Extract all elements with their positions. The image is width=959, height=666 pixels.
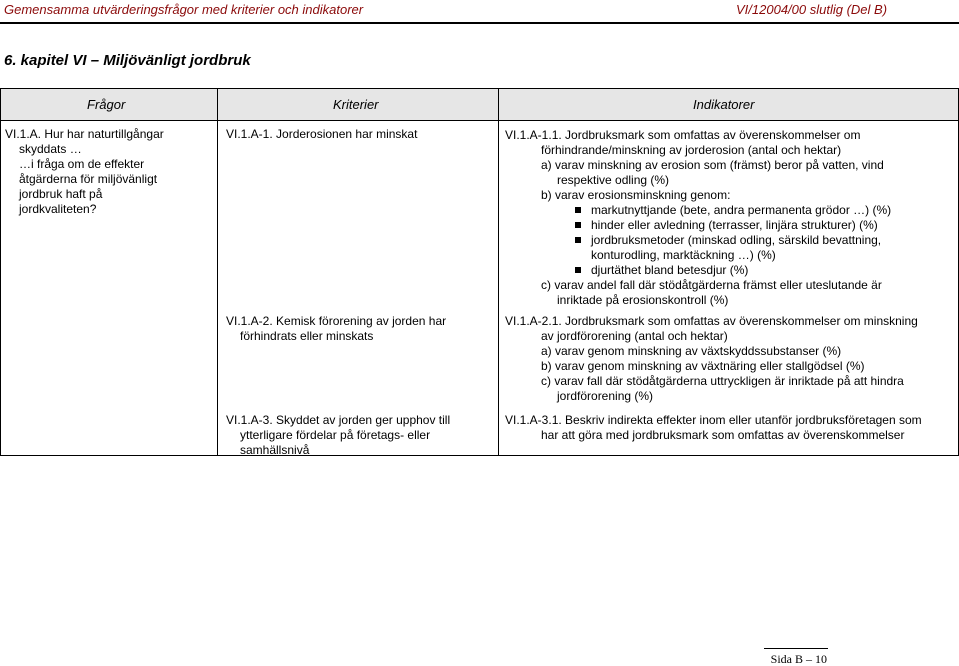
header-rule xyxy=(0,22,959,24)
indicator-line: b) varav genom minskning av växtnäring eller stallgödsel (%) xyxy=(541,359,865,373)
bullet-text: djurtäthet bland betesdjur (%) xyxy=(591,263,749,277)
column-divider xyxy=(217,89,218,455)
criterion-line: VI.1.A-1. Jorderosionen har minskat xyxy=(226,127,418,141)
question-line: jordkvaliteten? xyxy=(19,202,97,216)
list-item xyxy=(505,203,891,218)
criterion-line: samhällsnivå xyxy=(240,443,310,457)
indicator-line: VI.1.A-2.1. Jordbruksmark som omfattas av överenskommelser om minskning xyxy=(505,314,918,328)
question-line: åtgärderna för miljövänligt xyxy=(19,172,158,186)
indicator-line: c) varav andel fall där stödåtgärderna främst eller uteslutande är xyxy=(541,278,882,292)
question-line: VI.1.A. Hur har naturtillgångar xyxy=(5,127,164,141)
square-bullet-icon xyxy=(575,267,581,273)
indicator-3 xyxy=(505,413,922,443)
question-cell xyxy=(5,127,164,217)
indicator-1 xyxy=(505,128,891,308)
bullet-text: hinder eller avledning (terrasser, linjära strukturer) (%) xyxy=(591,218,878,232)
column-divider xyxy=(498,89,499,455)
indicator-line: förhindrande/minskning av jorderosion (antal och hektar) xyxy=(541,143,842,157)
document-header-left: Gemensamma utvärderingsfrågor med kriterier och indikatorer xyxy=(4,2,364,17)
criterion-2 xyxy=(226,314,446,344)
indicator-line: VI.1.A-3.1. Beskriv indirekta effekter inom eller utanför jordbruksföretagen som xyxy=(505,413,922,427)
indicator-2 xyxy=(505,314,918,404)
indicator-line: respektive odling (%) xyxy=(557,173,670,187)
bullet-text: jordbruksmetoder (minskad odling, särskild bevattning, xyxy=(591,233,882,247)
table-header-row xyxy=(1,89,958,121)
question-line: jordbruk haft på xyxy=(19,187,103,201)
list-item xyxy=(505,233,891,248)
indicator-line: a) varav genom minskning av växtskyddssubstanser (%) xyxy=(541,344,842,358)
column-header-indicators: Indikatorer xyxy=(693,97,755,112)
criteria-table xyxy=(0,88,959,456)
indicator-line: har att göra med jordbruksmark som omfattas av överenskommelser xyxy=(541,428,905,442)
list-item xyxy=(505,263,891,278)
page-number: Sida B – 10 xyxy=(770,652,827,666)
question-line: …i fråga om de effekter xyxy=(19,157,145,171)
indicator-line: b) varav erosionsminskning genom: xyxy=(541,188,731,202)
indicator-line: c) varav fall där stödåtgärderna uttryckligen är inriktade på att hindra xyxy=(541,374,904,388)
indicator-line: jordförorening (%) xyxy=(557,389,654,403)
indicator-line: VI.1.A-1.1. Jordbruksmark som omfattas av överenskommelser om xyxy=(505,128,861,142)
indicator-line: inriktade på erosionskontroll (%) xyxy=(557,293,729,307)
criterion-line: VI.1.A-3. Skyddet av jorden ger upphov till xyxy=(226,413,451,427)
criterion-line: förhindrats eller minskats xyxy=(240,329,374,343)
list-item xyxy=(505,218,891,233)
column-header-criteria: Kriterier xyxy=(333,97,379,112)
indicator-line: a) varav minskning av erosion som (främst) beror på vatten, vind xyxy=(541,158,884,172)
question-line: skyddats … xyxy=(19,142,82,156)
bullet-text: markutnyttjande (bete, andra permanenta grödor …) (%) xyxy=(591,203,892,217)
bullet-text-continuation: konturodling, marktäckning …) (%) xyxy=(591,248,776,262)
criterion-1 xyxy=(226,127,417,142)
criterion-line: ytterligare fördelar på företags- eller xyxy=(240,428,431,442)
criterion-3 xyxy=(226,413,450,458)
square-bullet-icon xyxy=(575,222,581,228)
criterion-line: VI.1.A-2. Kemisk förorening av jorden har xyxy=(226,314,447,328)
indicator-line: av jordförorening (antal och hektar) xyxy=(541,329,728,343)
chapter-title: 6. kapitel VI – Miljövänligt jordbruk xyxy=(4,52,251,69)
column-header-questions: Frågor xyxy=(87,97,126,112)
square-bullet-icon xyxy=(575,207,581,213)
document-header-right: VI/12004/00 slutlig (Del B) xyxy=(736,2,888,17)
footer-rule xyxy=(764,648,828,649)
square-bullet-icon xyxy=(575,237,581,243)
